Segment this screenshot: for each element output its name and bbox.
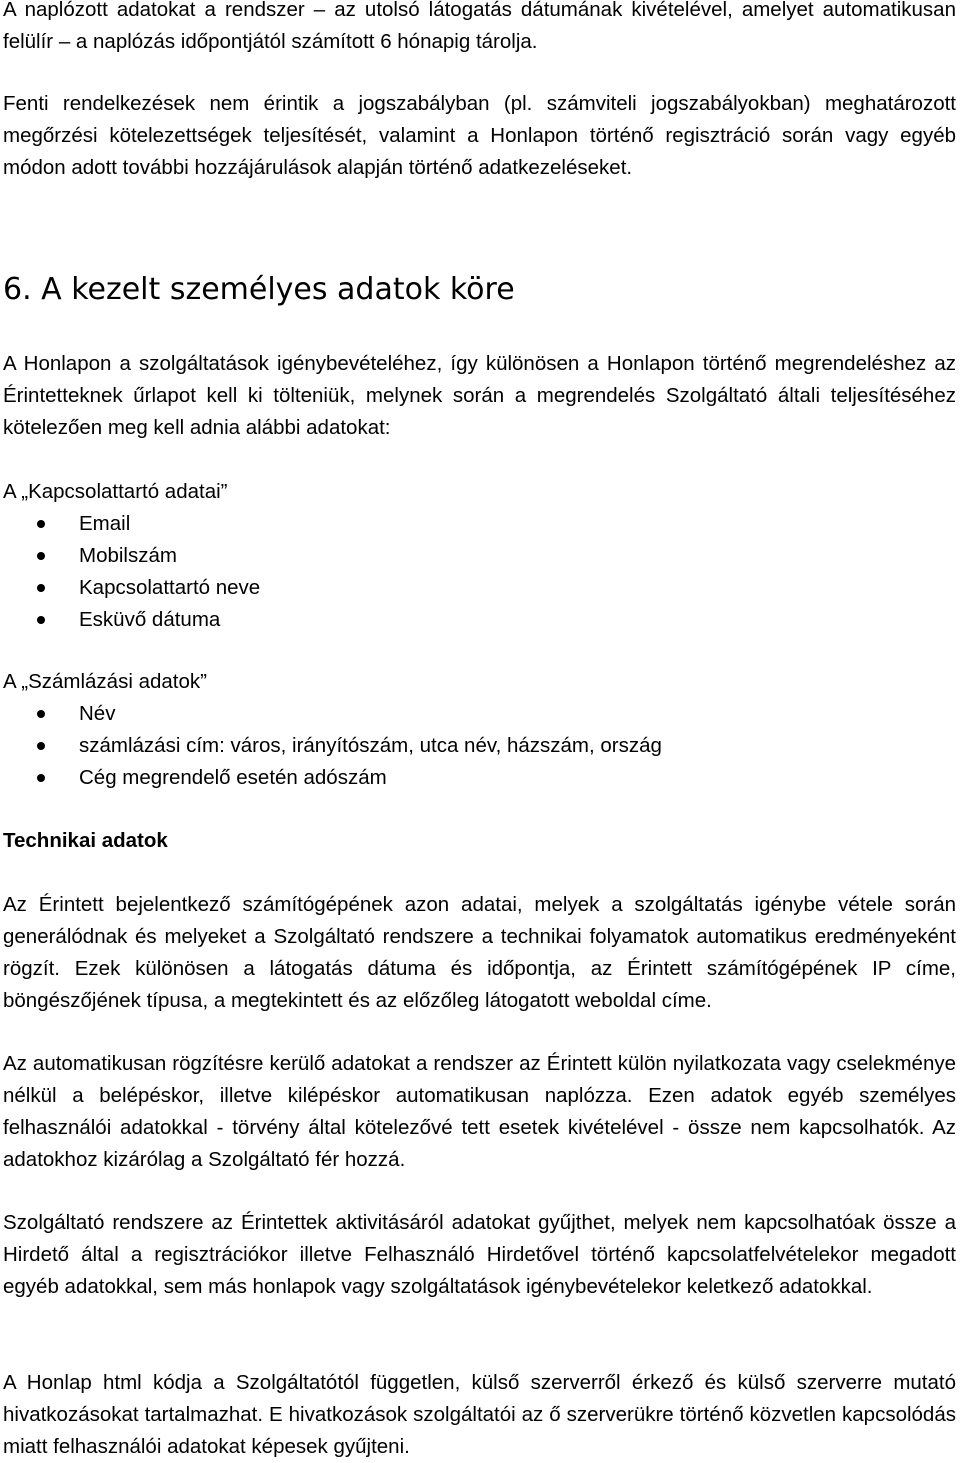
technical-heading: Technikai adatok [3,829,168,852]
technical-paragraph-1: Az Érintett bejelentkező számítógépének azon adatai, melyek a szolgáltatás igénybe vétele során generálódnak és melyeket a Szolgáltató rendszere a technikai folyamatok automatikus eredményeként rögzít. Ezek különösen a látogatás dátuma és időpontja, az Érintett számítógépének IP címe, böngészőjének típusa, a megtekintett és az előzőleg látogatott weboldal címe. [3,893,956,1012]
activity-paragraph: Szolgáltató rendszere az Érintettek aktivitásáról adatokat gyűjthet, melyek nem kapcsolhatóak össze a Hirdető által a regisztrációkor illetve Felhasználó Hirdetővel történő kapcsolatfelvételekor megadott egyéb adatokkal, sem más honlapok vagy szolgáltatások igénybevételekor keletkező adatokkal. [3,1211,956,1298]
billing-list [3,698,956,794]
external-links-paragraph: A Honlap html kódja a Szolgáltatótól független, külső szerverről érkező és külső szerverre mutató hivatkozásokat tartalmazhat. E hivatkozások szolgáltatói az ő szerverükre történő közvetlen kapcsolódás miatt felhasználói adatokat képesek gyűjteni. [3,1371,956,1458]
bullet-icon [37,520,45,528]
contact-group-title: A „Kapcsolattartó adatai” [3,480,228,503]
contact-group [3,476,956,636]
intro-paragraph: A Honlapon a szolgáltatások igénybevételéhez, így különösen a Honlapon történő megrendeléshez az Érintetteknek űrlapot kell ki tölteniük, melynek során a megrendelés Szolgáltató általi teljesítéséhez kötelezően meg kell adnia alábbi adatokat: [3,352,956,439]
bullet-icon [37,616,45,624]
technical-paragraph-2: Az automatikusan rögzítésre kerülő adatokat a rendszer az Érintett külön nyilatkozata vagy cselekménye nélkül a belépéskor, illetve kilépéskor automatikusan naplózza. Ezen adatok egyéb személyes felhasználói adatokkal - törvény által kötelezővé tett esetek kivételével - össze nem kapcsolhatók. Az adatokhoz kizárólag a Szolgáltató fér hozzá. [3,1052,956,1171]
list-item: Név [37,698,956,730]
billing-group [3,666,956,794]
contact-list [3,508,956,636]
exception-paragraph: Fenti rendelkezések nem érintik a jogszabályban (pl. számviteli jogszabályokban) meghatározott megőrzési kötelezettségek teljesítését, valamint a Honlapon történő regisztráció során vagy egyéb módon adott további hozzájárulások alapján történő adatkezeléseket. [3,92,956,179]
bullet-icon [37,710,45,718]
list-item: Esküvő dátuma [37,604,956,636]
retention-paragraph: A naplózott adatokat a rendszer – az utolsó látogatás dátumának kivételével, amelyet automatikusan felülír – a naplózás időpontjától számított 6 hónapig tárolja. [3,0,956,53]
list-item: Mobilszám [37,540,956,572]
section-heading: 6. A kezelt személyes adatok köre [3,272,515,307]
billing-group-title: A „Számlázási adatok” [3,670,207,693]
bullet-icon [37,774,45,782]
list-item: Email [37,508,956,540]
bullet-icon [37,552,45,560]
bullet-icon [37,584,45,592]
list-item: Kapcsolattartó neve [37,572,956,604]
list-item: Cég megrendelő esetén adószám [37,762,956,794]
list-item: számlázási cím: város, irányítószám, utca név, házszám, ország [37,730,956,762]
bullet-icon [37,742,45,750]
